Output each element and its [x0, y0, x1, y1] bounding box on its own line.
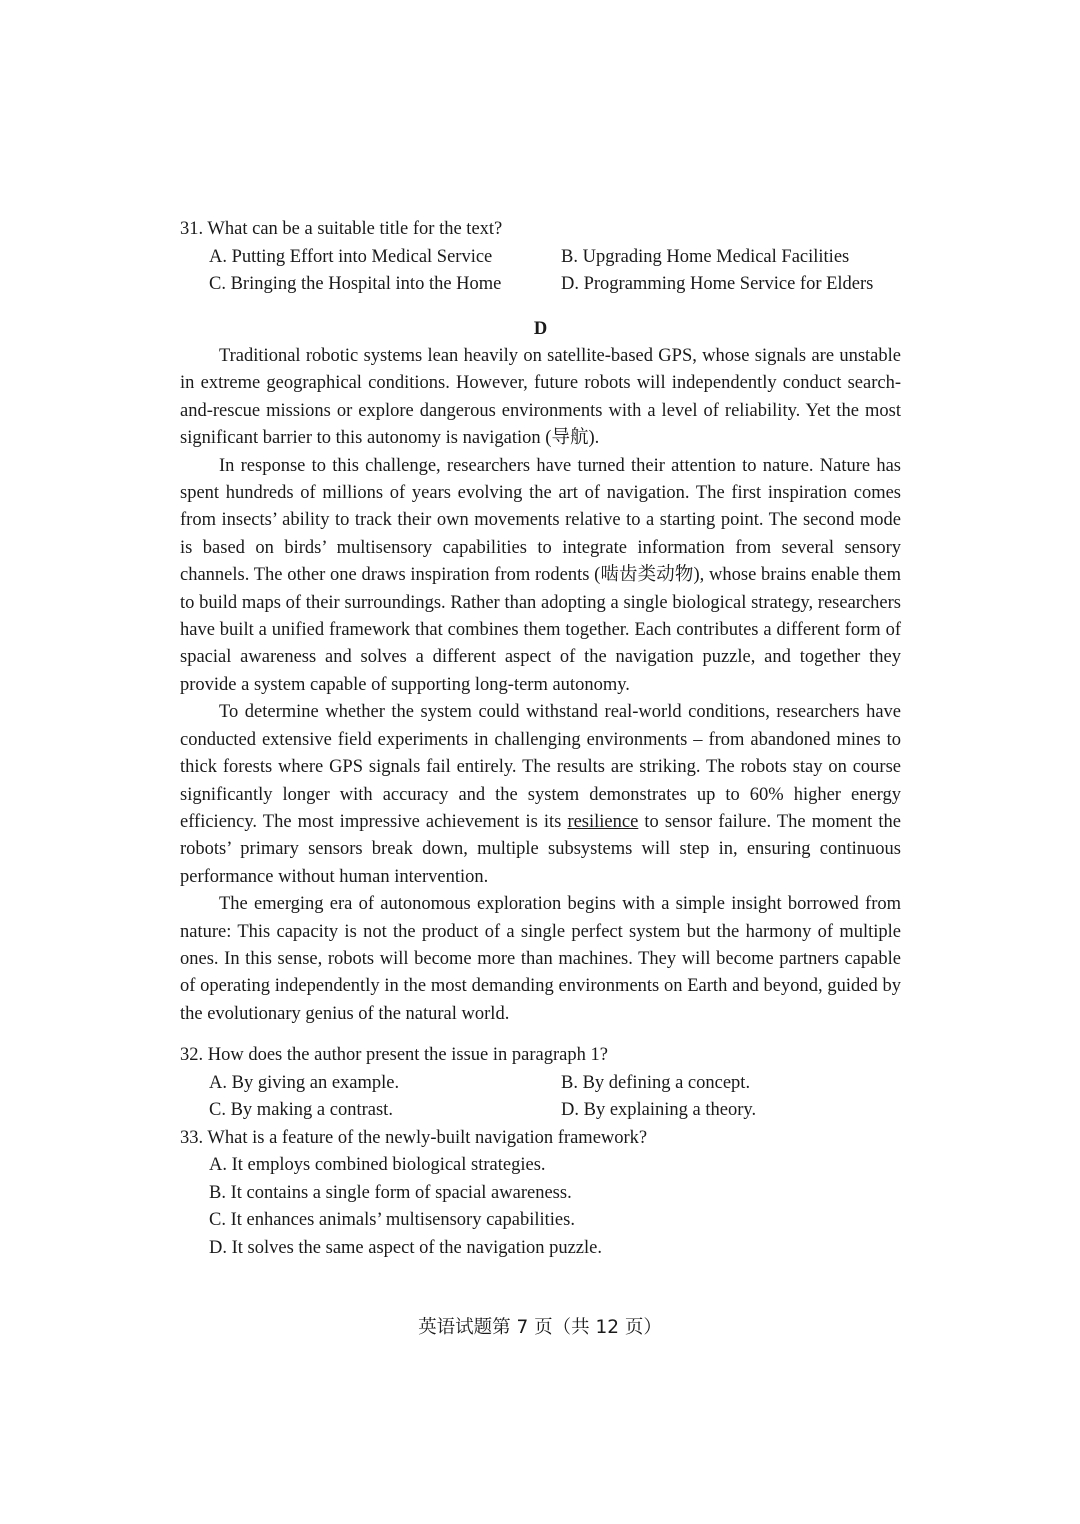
paragraph-4: The emerging era of autonomous exploration begins with a simple insight borrowed from nature: This capacity is not the product of a single perfect system but the harmony of multiple ones. In this sense, robots will become more than machines. They will become partners capable of operating independently in the most demanding environments on Earth and beyond, guided by the evolutionary genius of the natural world. — [180, 894, 901, 1024]
option-32-d: D. By explaining a theory. — [561, 1100, 757, 1121]
exam-page — [180, 216, 901, 1262]
underlined-word-resilience: resilience — [567, 811, 639, 832]
option-31-a: A. Putting Effort into Medical Service — [209, 246, 493, 267]
question-32 — [180, 1042, 901, 1125]
option-31-c: C. Bringing the Hospital into the Home — [209, 274, 502, 294]
option-33-d: D. It solves the same aspect of the navigation puzzle. — [209, 1237, 602, 1258]
option-33-c: C. It enhances animals’ multisensory capabilities. — [209, 1210, 575, 1231]
paragraph-3-part-1: To determine whether the system could withstand real-world conditions, researchers have conducted extensive field experiments in challenging environments – from abandoned mines to thick forests where GPS signals fail entirely. The results are striking. The robots stay on course significantly longer with accuracy and the system demonstrates up to 60% higher energy efficiency. The most impressive achievement is its — [180, 702, 901, 832]
option-31-d: D. Programming Home Service for Elders — [561, 274, 874, 294]
question-32-stem: 32. How does the author present the issue in paragraph 1? — [180, 1045, 608, 1066]
question-32-options — [209, 1070, 901, 1125]
option-32-c: C. By making a contrast. — [209, 1100, 393, 1121]
question-31-stem: 31. What can be a suitable title for the text? — [180, 219, 503, 239]
paragraph-1: Traditional robotic systems lean heavily on satellite-based GPS, whose signals are unstable in extreme geographical conditions. However, future robots will independently conduct search-and-rescue missions or explore dangerous environments with a level of reliability. Yet the most significant barrier to this autonomy is navigation (导航). — [180, 346, 901, 449]
question-33-stem: 33. What is a feature of the newly-built navigation framework? — [180, 1127, 648, 1148]
option-32-a: A. By giving an example. — [209, 1072, 400, 1093]
option-31-b: B. Upgrading Home Medical Facilities — [561, 246, 850, 267]
option-33-b: B. It contains a single form of spacial awareness. — [209, 1182, 572, 1203]
paragraph-2: In response to this challenge, researchers have turned their attention to nature. Nature has spent hundreds of millions of years evolving the art of navigation. The first inspiration comes from insects’ ability to track their own movements relative to a starting point. The second mode is based on birds’ multisensory capabilities to integrate information from several sensory channels. The other one draws inspiration from rodents (啮齿类动物), whose brains enable them to build maps of their surroundings. Rather than adopting a single biological strategy, researchers have built a unified framework that combines them together. Each contributes a different form of spacial awareness and solves a different aspect of the navigation puzzle, and together they provide a system capable of supporting long-term autonomy. — [180, 455, 901, 695]
paragraph-3-part-2: to sensor failure. The moment the robots’ primary sensors break down, multiple subsystems will step in, ensuring continuous performance without human intervention. — [180, 811, 901, 887]
question-31 — [180, 216, 901, 299]
question-31-options — [209, 244, 901, 299]
section-letter: D — [533, 318, 548, 339]
passage-d — [180, 316, 901, 1029]
question-33 — [180, 1125, 901, 1263]
option-33-a: A. It employs combined biological strategies. — [209, 1155, 546, 1176]
paragraph-3 — [180, 699, 901, 891]
question-33-options — [209, 1152, 901, 1262]
page-footer: 英语试题第 7 页（共 12 页） — [418, 1317, 662, 1338]
option-32-b: B. By defining a concept. — [561, 1072, 751, 1093]
